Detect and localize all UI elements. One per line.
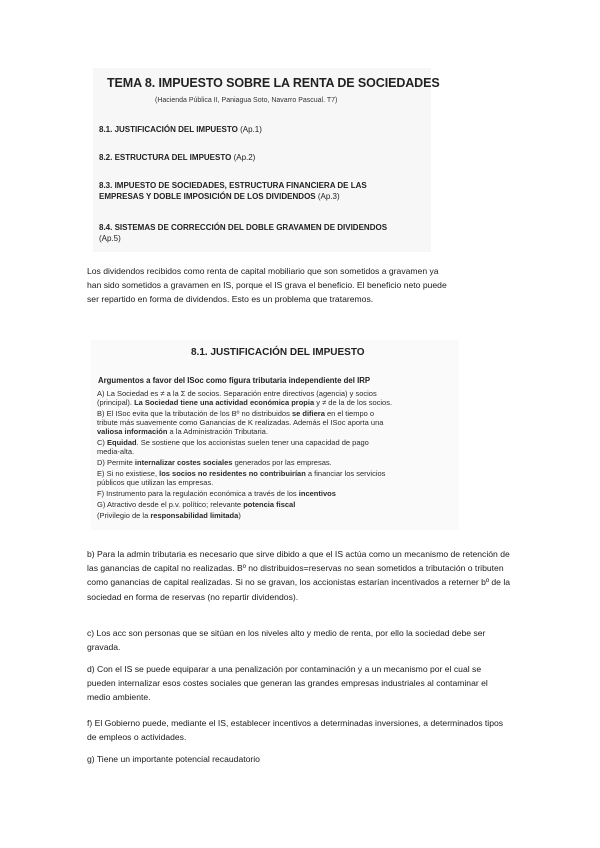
toc-item-8-3: 8.3. IMPUESTO DE SOCIEDADES, ESTRUCTURA FINANCIERA DE LAS EMPRESAS Y DOBLE IMPOSICIÓN DE LOS DIVIDENDOS (Ap.3) — [99, 181, 367, 201]
argument-b-line3: valiosa información a la Administración Tributaria. — [97, 427, 268, 436]
toc-slide-image — [93, 68, 440, 252]
argument-c-line2: media-alta. — [97, 447, 135, 456]
argument-a-line1: A) La Sociedad es ≠ a la Σ de socios. Separación entre directivos (agencia) y socios — [97, 389, 377, 398]
argument-e-line1: E) Si no existiese, los socios no residentes no contribuirían a financiar los servicios — [97, 469, 386, 478]
toc-item-8-2: 8.2. ESTRUCTURA DEL IMPUESTO (Ap.2) — [99, 153, 256, 162]
toc-item-8-1: 8.1. JUSTIFICACIÓN DEL IMPUESTO (Ap.1) — [99, 125, 262, 134]
argument-d: D) Permite internalizar costes sociales generados por las empresas. — [97, 458, 332, 467]
argument-c-line1: C) Equidad. Se sostiene que los accionistas suelen tener una capacidad de pago — [97, 438, 369, 447]
argument-a-line2: (principal). La Sociedad tiene una actividad económica propia y ≠ de la de los socios. — [97, 398, 393, 407]
argument-h: (Privilegio de la responsabilidad limitada) — [97, 511, 241, 520]
toc-item-8-4: 8.4. SISTEMAS DE CORRECCIÓN DEL DOBLE GRAVAMEN DE DIVIDENDOS (Ap.5) — [99, 223, 388, 243]
argument-b-line2: tribute más suavemente como Ganancias de K realizadas. Además el ISoc aporta una — [97, 418, 384, 427]
argument-f: F) Instrumento para la regulación económica a través de los incentivos — [97, 489, 336, 498]
paragraph-b: b) Para la admin tributaria es necesario que sirve dibido a que el IS actúa como un mecanismo de retención de las ganancias de capital no realizadas. Bº no distribuidos=reservas no sean sometidos a tributación o tributen como ganancias de capital realizadas. Si no se gravan, los accionistas estarían incentivados a reterner bº de la sociedad en forma de reservas (no repartir dividendos). — [87, 549, 511, 602]
slide2-title: 8.1. JUSTIFICACIÓN DEL IMPUESTO — [191, 347, 365, 358]
argument-g: G) Atractivo desde el p.v. político; relevante potencia fiscal — [97, 500, 296, 509]
slide2-heading: Argumentos a favor del ISoc como figura tributaria independiente del IRP — [98, 376, 371, 385]
slide-title: TEMA 8. IMPUESTO SOBRE LA RENTA DE SOCIEDADES — [107, 76, 440, 90]
intro-paragraph: Los dividendos recibidos como renta de capital mobiliario que son sometidos a gravamen ya han sido sometidos a gravamen en IS, porque el IS grava el beneficio. El beneficio neto puede ser repartido en forma de dividendos. Esto es un problema que trataremos. — [87, 266, 447, 305]
argument-b-line1: B) El ISoc evita que la tributación de los Bº no distribuidos se difiera en el tiempo o — [97, 409, 375, 418]
paragraph-g: g) Tiene un importante potencial recaudatorio — [87, 754, 260, 764]
paragraph-c: c) Los acc son personas que se sitúan en los niveles alto y medio de renta, por ello la sociedad debe ser gravada. — [87, 628, 486, 653]
justification-slide-image — [91, 340, 459, 530]
argument-e-line2: públicos que utilizan las empresas. — [97, 478, 214, 487]
slide-subtitle: (Hacienda Pública II, Paniagua Soto, Navarro Pascual. T7) — [155, 97, 338, 104]
paragraph-d: d) Con el IS se puede equiparar a una penalización por contaminación y a un mecanismo por el cual se pueden internalizar esos costes sociales que generan las grandes empresas industriales al contaminar el medio ambiente. — [87, 664, 488, 703]
paragraph-f: f) El Gobierno puede, mediante el IS, establecer incentivos a determinadas inversiones, a determinados tipos de empleos o actividades. — [87, 718, 504, 743]
